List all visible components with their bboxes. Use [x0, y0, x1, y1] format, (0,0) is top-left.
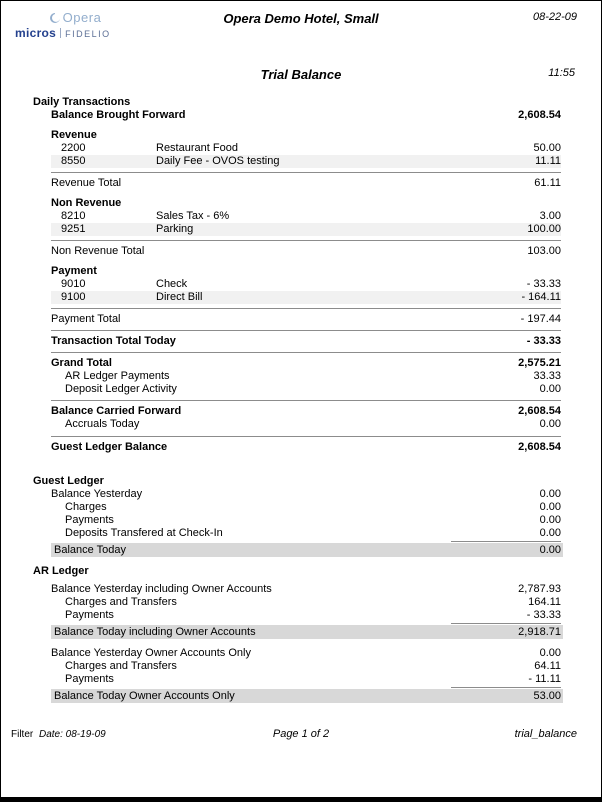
- row-amount: 2,608.54: [518, 109, 561, 121]
- row-gl-deposits-transferred: [51, 527, 561, 540]
- transaction-row: [51, 210, 561, 223]
- trx-desc: Sales Tax - 6%: [156, 210, 230, 222]
- group-header-non-revenue: [51, 197, 561, 210]
- row-ar-incl-balance-today: [51, 625, 563, 639]
- section-daily-transactions: [33, 96, 561, 109]
- row-label: Balance Yesterday Owner Accounts Only: [51, 647, 251, 659]
- group-header-label: Non Revenue: [51, 197, 122, 209]
- row-amount: 0.00: [539, 383, 561, 395]
- logo-divider: [60, 28, 61, 38]
- amount-underline: [451, 687, 561, 688]
- trx-code: 9251: [61, 223, 86, 235]
- filter-label: Filter: [11, 729, 34, 740]
- title-row: [1, 67, 601, 91]
- report-header: [1, 1, 601, 67]
- section-title: Daily Transactions: [33, 96, 131, 108]
- row-amount: 0.00: [539, 544, 561, 556]
- row-amount: 0.00: [539, 527, 561, 539]
- page-indicator: Page 1 of 2: [272, 728, 330, 740]
- row-amount: 0.00: [539, 488, 561, 500]
- row-label: Non Revenue Total: [51, 245, 145, 257]
- trx-code: 2200: [61, 142, 86, 154]
- row-ar-only-payments: [51, 673, 561, 686]
- trx-code: 9100: [61, 291, 86, 303]
- hotel-name: Opera Demo Hotel, Small: [223, 11, 379, 26]
- row-label: Balance Yesterday: [51, 488, 143, 500]
- trx-amount: 3.00: [539, 210, 561, 222]
- total-divider: [51, 308, 561, 309]
- row-accruals-today: [51, 418, 561, 431]
- transaction-row: [51, 223, 561, 236]
- row-amount: 2,608.54: [518, 405, 561, 417]
- report-title: Trial Balance: [260, 67, 342, 82]
- transaction-row: [51, 278, 561, 291]
- row-ar-incl-charges: [51, 596, 561, 609]
- trx-amount: - 33.33: [526, 278, 561, 290]
- trx-desc: Check: [156, 278, 188, 290]
- row-gl-balance-yesterday: [51, 488, 561, 501]
- section-title: Guest Ledger: [33, 475, 104, 487]
- row-label: Guest Ledger Balance: [51, 441, 168, 453]
- row-label: Balance Brought Forward: [51, 109, 186, 121]
- row-payment-total: [51, 313, 561, 326]
- row-amount: 61.11: [534, 177, 561, 189]
- micros-fidelio-logo: [15, 10, 135, 40]
- report-date: 08-22-09: [532, 11, 577, 23]
- row-balance-carried-forward: [51, 405, 561, 418]
- row-label: Accruals Today: [65, 418, 140, 430]
- row-amount: 164.11: [528, 596, 561, 608]
- row-label: Balance Yesterday including Owner Accounts: [51, 583, 272, 595]
- row-amount: - 33.33: [526, 335, 561, 347]
- row-gl-charges: [51, 501, 561, 514]
- trx-desc: Daily Fee - OVOS testing: [156, 155, 280, 167]
- row-label: Charges and Transfers: [65, 660, 177, 672]
- row-transaction-total-today: [51, 335, 561, 348]
- row-non-revenue-total: [51, 245, 561, 258]
- trx-amount: 50.00: [533, 142, 561, 154]
- row-label: Transaction Total Today: [51, 335, 176, 347]
- row-balance-brought-forward: [51, 109, 561, 122]
- row-label: Charges: [65, 501, 107, 513]
- row-amount: 0.00: [539, 501, 561, 513]
- micros-logo-text: micros: [15, 26, 57, 40]
- section-guest-ledger: [33, 475, 561, 488]
- report-file-name: trial_balance: [514, 728, 577, 740]
- row-ar-only-balance-today: [51, 689, 563, 703]
- trx-code: 8210: [61, 210, 86, 222]
- opera-swirl-icon: [49, 12, 61, 24]
- row-amount: 2,918.71: [518, 626, 561, 638]
- transaction-row: [51, 155, 561, 168]
- group-header-label: Revenue: [51, 129, 97, 141]
- row-amount: 0.00: [539, 418, 561, 430]
- group-header-payment: [51, 265, 561, 278]
- trx-amount: 11.11: [535, 155, 561, 167]
- row-guest-ledger-balance: [51, 441, 561, 454]
- total-divider: [51, 400, 561, 401]
- trx-desc: Parking: [156, 223, 194, 235]
- row-amount: 33.33: [533, 370, 561, 382]
- total-divider: [51, 172, 561, 173]
- row-label: Payment Total: [51, 313, 121, 325]
- row-grand-total: [51, 357, 561, 370]
- trx-code: 8550: [61, 155, 86, 167]
- row-ar-only-charges: [51, 660, 561, 673]
- row-amount: - 33.33: [526, 609, 561, 621]
- section-title: AR Ledger: [33, 565, 89, 577]
- row-label: Balance Carried Forward: [51, 405, 182, 417]
- row-label: AR Ledger Payments: [65, 370, 170, 382]
- row-amount: - 11.11: [528, 673, 561, 685]
- row-amount: - 197.44: [520, 313, 561, 325]
- total-divider: [51, 330, 561, 331]
- row-label: Balance Today Owner Accounts Only: [54, 690, 235, 702]
- row-label: Grand Total: [51, 357, 112, 369]
- row-revenue-total: [51, 177, 561, 190]
- row-amount: 103.00: [527, 245, 561, 257]
- row-label: Charges and Transfers: [65, 596, 177, 608]
- total-divider: [51, 240, 561, 241]
- row-ar-only-balance-yesterday: [51, 647, 561, 660]
- row-amount: 2,575.21: [518, 357, 561, 369]
- opera-logo-text: Opera: [62, 10, 102, 25]
- row-amount: 64.11: [534, 660, 561, 672]
- row-label: Payments: [65, 514, 114, 526]
- trx-amount: - 164.11: [521, 291, 561, 303]
- print-date: Date: 08-19-09: [39, 729, 106, 740]
- amount-underline: [451, 541, 561, 542]
- row-label: Balance Today: [54, 544, 126, 556]
- row-label: Payments: [65, 673, 114, 685]
- row-amount: 0.00: [539, 647, 561, 659]
- report-time: 11:55: [548, 67, 575, 79]
- row-label: Balance Today including Owner Accounts: [54, 626, 256, 638]
- row-ar-incl-balance-yesterday: [51, 583, 561, 596]
- report-footer: [1, 727, 601, 743]
- row-amount: 2,787.93: [518, 583, 561, 595]
- total-divider: [51, 352, 561, 353]
- row-label: Payments: [65, 609, 114, 621]
- amount-underline: [451, 623, 561, 624]
- row-amount: 2,608.54: [518, 441, 561, 453]
- row-amount: 0.00: [539, 514, 561, 526]
- trx-desc: Direct Bill: [156, 291, 203, 303]
- row-deposit-ledger-activity: [51, 383, 561, 396]
- group-header-label: Payment: [51, 265, 97, 277]
- section-ar-ledger: [33, 565, 561, 578]
- transaction-row: [51, 142, 561, 155]
- trx-code: 9010: [61, 278, 86, 290]
- trx-amount: 100.00: [527, 223, 561, 235]
- group-header-revenue: [51, 129, 561, 142]
- row-ar-incl-payments: [51, 609, 561, 622]
- fidelio-logo-text: FIDELIO: [65, 29, 111, 39]
- row-label: Deposits Transfered at Check-In: [65, 527, 223, 539]
- row-gl-balance-today: [51, 543, 563, 557]
- trx-desc: Restaurant Food: [156, 142, 238, 154]
- row-label: Revenue Total: [51, 177, 122, 189]
- transaction-row: [51, 291, 561, 304]
- total-divider: [51, 436, 561, 437]
- micros-fidelio-line: [15, 26, 135, 40]
- opera-logo: [15, 10, 135, 25]
- row-gl-payments: [51, 514, 561, 527]
- row-amount: 53.00: [533, 690, 561, 702]
- row-ar-ledger-payments: [51, 370, 561, 383]
- row-label: Deposit Ledger Activity: [65, 383, 177, 395]
- report-body: [1, 96, 601, 703]
